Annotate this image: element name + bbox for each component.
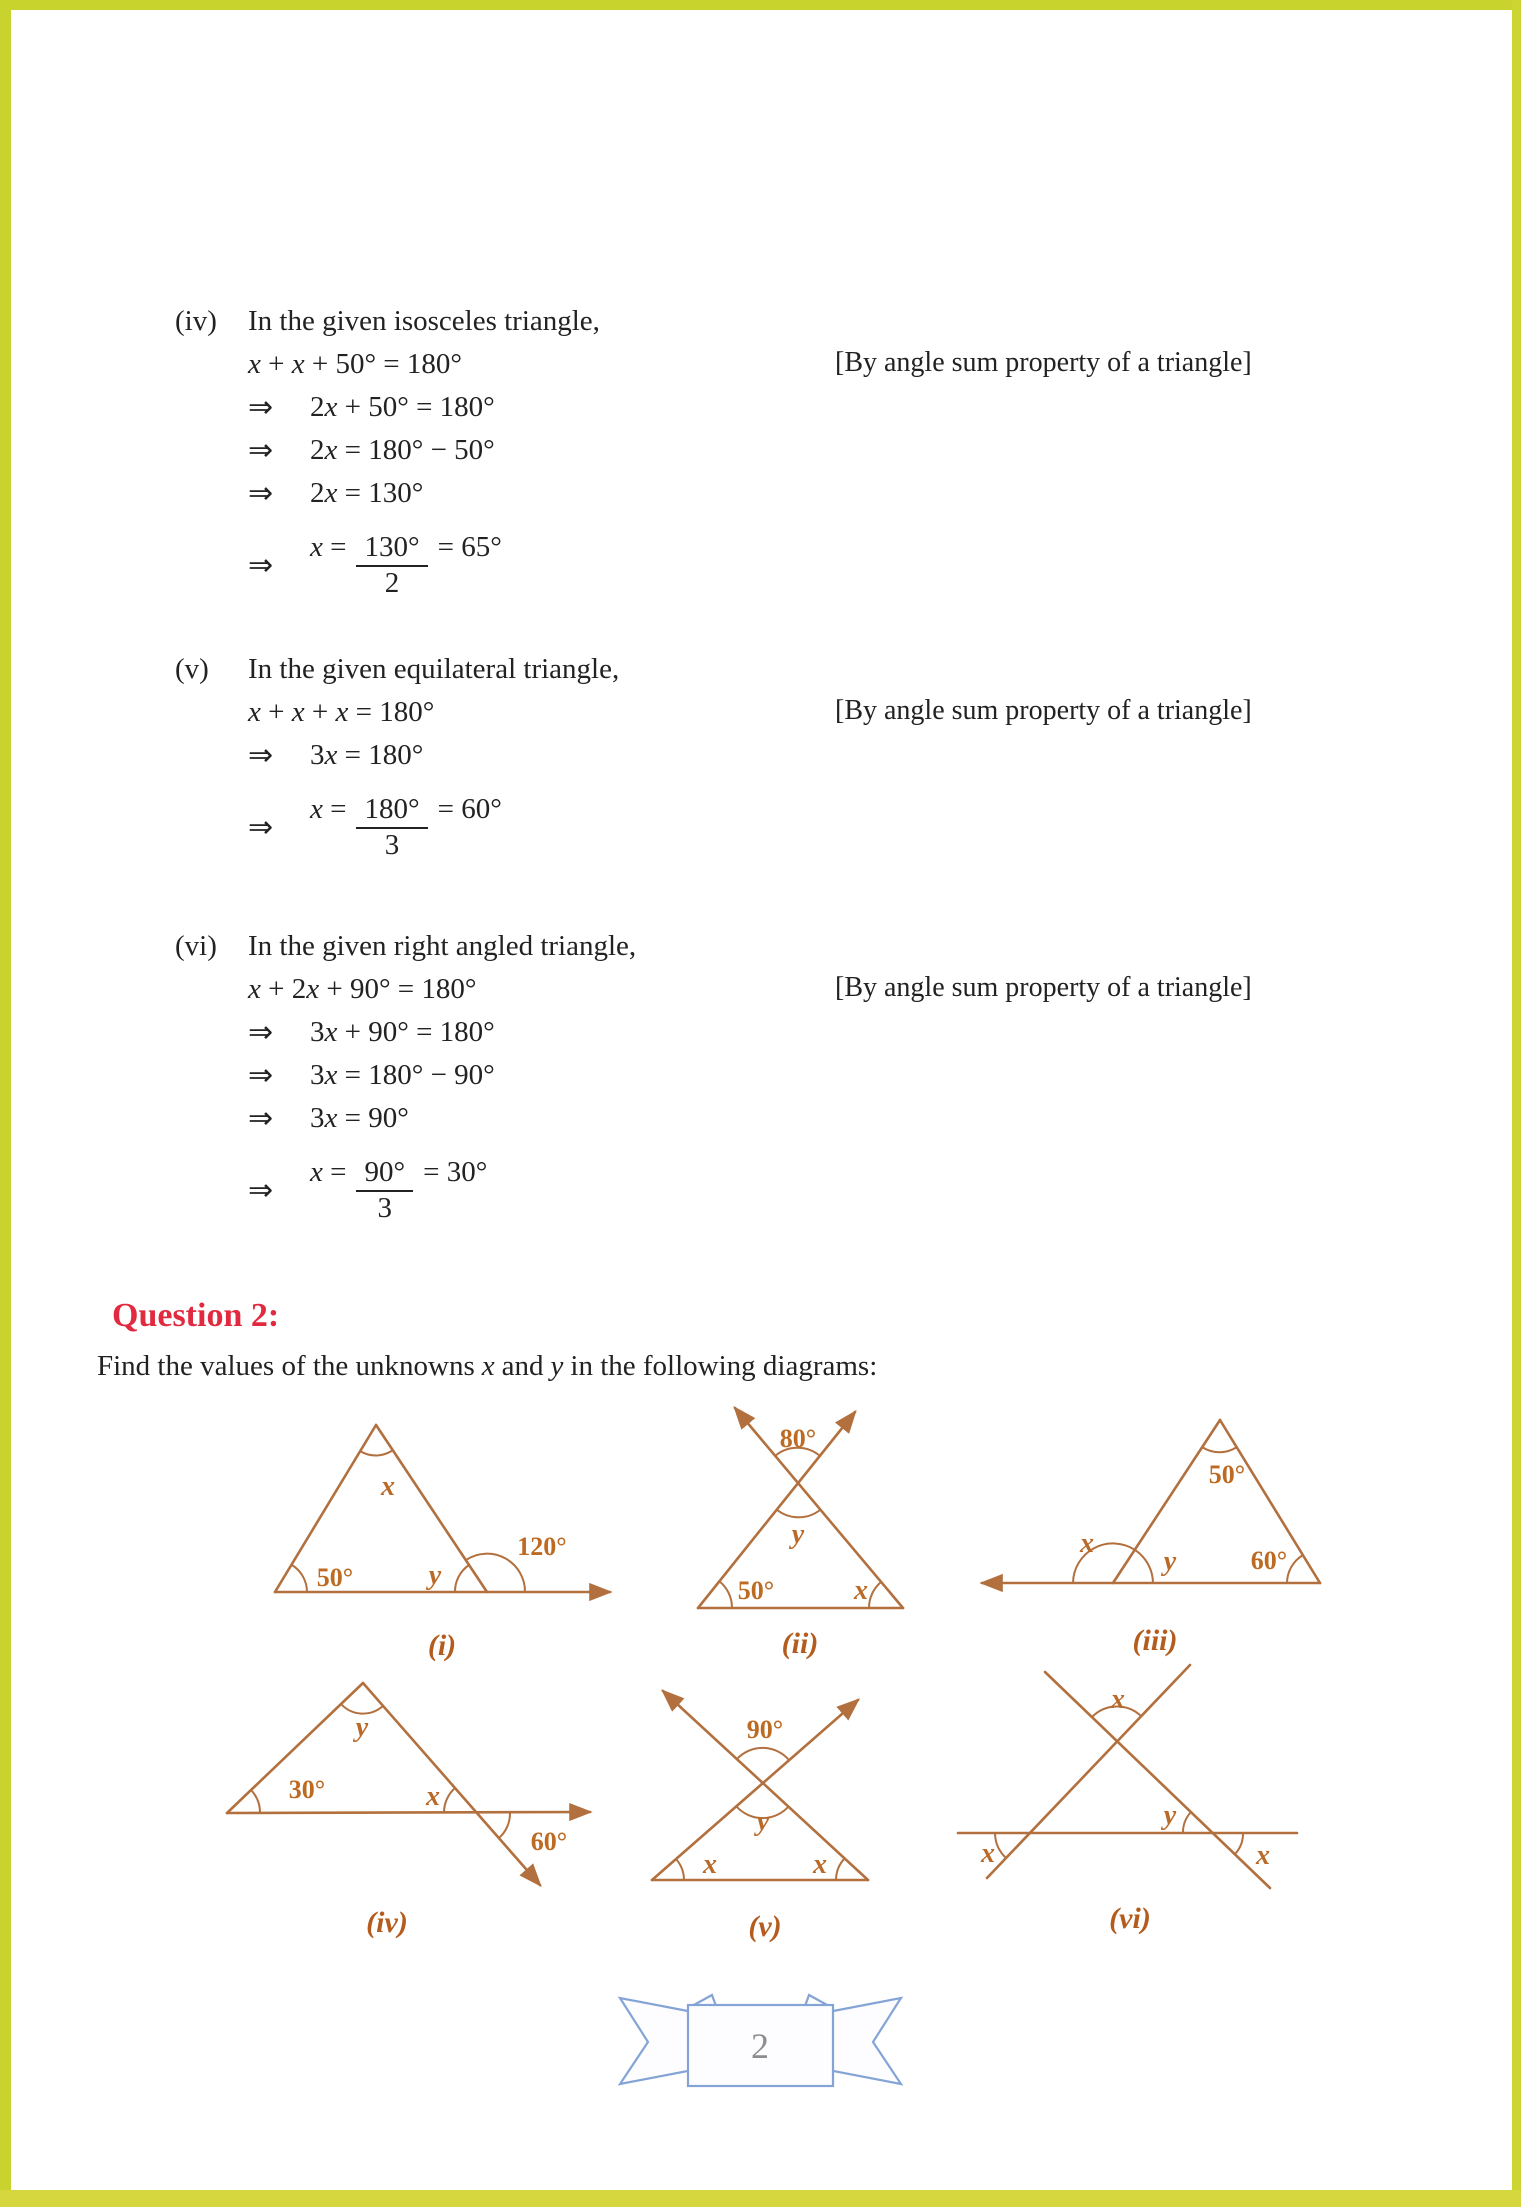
- diagram-caption: (v): [748, 1910, 782, 1943]
- equation: x + x + x = 180°: [248, 696, 435, 728]
- result-equation: x = $\frac{130^\circ}{2}$ = 65°: [310, 530, 502, 599]
- angle-label-interior: y: [1163, 1546, 1177, 1577]
- result-equation: x = $\frac{180^\circ}{3}$ = 60°: [310, 792, 502, 861]
- equation: 3x + 90° = 180°: [310, 1016, 495, 1048]
- angle-label-apex: x: [381, 1471, 395, 1502]
- angle-label-left: x: [703, 1849, 717, 1880]
- angle-label-interior: y: [1163, 1800, 1177, 1831]
- implies-symbol: ⇒: [248, 1059, 274, 1092]
- angle-label-apex: y: [355, 1712, 369, 1743]
- fraction: $\frac{130^\circ}{2}$: [356, 531, 427, 600]
- equation: 3x = 180°: [310, 739, 424, 771]
- angle-label-left: 50°: [316, 1563, 354, 1592]
- diagram-vi: [950, 1650, 1400, 1970]
- solution-intro: In the given right angled triangle,: [248, 930, 637, 962]
- implies-symbol: ⇒: [248, 548, 274, 582]
- angle-label-apex: 50°: [1208, 1460, 1246, 1489]
- solution-label: (iv): [175, 305, 217, 337]
- diagram-i: [170, 1400, 650, 1670]
- variable-x: x: [481, 1350, 495, 1382]
- solution-intro: In the given isosceles triangle,: [248, 305, 600, 337]
- note: [By angle sum property of a triangle]: [835, 972, 1252, 1003]
- question-heading: Question 2:: [112, 1297, 280, 1334]
- implies-symbol: ⇒: [248, 1173, 274, 1207]
- diagram-iii: [950, 1395, 1400, 1665]
- angle-label-interior: x: [426, 1781, 440, 1812]
- note: [By angle sum property of a triangle]: [835, 347, 1252, 378]
- ribbon-tail-right: [828, 1998, 901, 2084]
- angle-label-top: x: [1111, 1684, 1125, 1715]
- angle-label-middle: y: [756, 1806, 770, 1837]
- solution-vi: [175, 925, 1475, 1240]
- page-number: 2: [751, 2026, 769, 2066]
- page-border-bottom: [0, 2190, 1521, 2207]
- angle-label-left: 30°: [288, 1775, 326, 1804]
- implies-symbol: ⇒: [248, 391, 274, 424]
- implies-symbol: ⇒: [248, 810, 274, 844]
- diagram-iv: [150, 1670, 630, 1970]
- result-equation: x = $\frac{90^\circ}{3}$ = 30°: [310, 1155, 488, 1224]
- fraction: $\frac{90^\circ}{3}$: [356, 1156, 413, 1225]
- angle-label-right: x: [813, 1849, 827, 1880]
- angle-label-top: 80°: [779, 1424, 817, 1453]
- angle-label-left: 50°: [737, 1576, 775, 1605]
- diagram-caption: (ii): [781, 1627, 819, 1660]
- ribbon-tail-left: [620, 1998, 693, 2084]
- equation: 2x = 180° − 50°: [310, 434, 495, 466]
- solution-iv: [175, 300, 1475, 615]
- page-border-top: [0, 0, 1521, 10]
- equation: x + x + 50° = 180°: [248, 348, 463, 380]
- equation: 2x + 50° = 180°: [310, 391, 495, 423]
- solution-label: (vi): [175, 930, 217, 962]
- implies-symbol: ⇒: [248, 1102, 274, 1135]
- angle-label-exterior: 120°: [517, 1532, 567, 1561]
- equation: 2x = 130°: [310, 477, 424, 509]
- angle-label-right: x: [854, 1575, 868, 1606]
- angle-label-exterior: 60°: [530, 1827, 568, 1856]
- page-border-left: [0, 0, 11, 2207]
- variable-y: y: [550, 1350, 564, 1382]
- implies-symbol: ⇒: [248, 477, 274, 510]
- equation: x + 2x + 90° = 180°: [248, 973, 477, 1005]
- page-number-ribbon: [608, 1988, 913, 2103]
- implies-symbol: ⇒: [248, 434, 274, 467]
- diagram-caption: (i): [427, 1629, 457, 1662]
- solution-intro: In the given equilateral triangle,: [248, 653, 620, 685]
- implies-symbol: ⇒: [248, 739, 274, 772]
- solution-label: (v): [175, 653, 209, 685]
- angle-label-exterior: x: [1080, 1528, 1094, 1559]
- angle-label-top: 90°: [746, 1715, 784, 1744]
- angle-label-middle: y: [791, 1519, 805, 1550]
- diagram-caption: (vi): [1109, 1902, 1151, 1935]
- question-body: Find the values of the unknowns x and y in the following diagrams:: [97, 1350, 878, 1382]
- page-border-right: [1512, 0, 1521, 2207]
- note: [By angle sum property of a triangle]: [835, 695, 1252, 726]
- angle-label-bottom-right: x: [1256, 1840, 1270, 1871]
- angle-label-right: 60°: [1250, 1546, 1288, 1575]
- fraction: $\frac{180^\circ}{3}$: [356, 793, 427, 862]
- solution-v: [175, 648, 1475, 877]
- angle-label-interior: y: [428, 1560, 442, 1591]
- equation: 3x = 180° − 90°: [310, 1059, 495, 1091]
- diagram-caption: (iii): [1132, 1624, 1178, 1657]
- angle-label-bottom-left: x: [981, 1838, 995, 1869]
- implies-symbol: ⇒: [248, 1016, 274, 1049]
- diagram-caption: (iv): [366, 1906, 408, 1939]
- equation: 3x = 90°: [310, 1102, 409, 1134]
